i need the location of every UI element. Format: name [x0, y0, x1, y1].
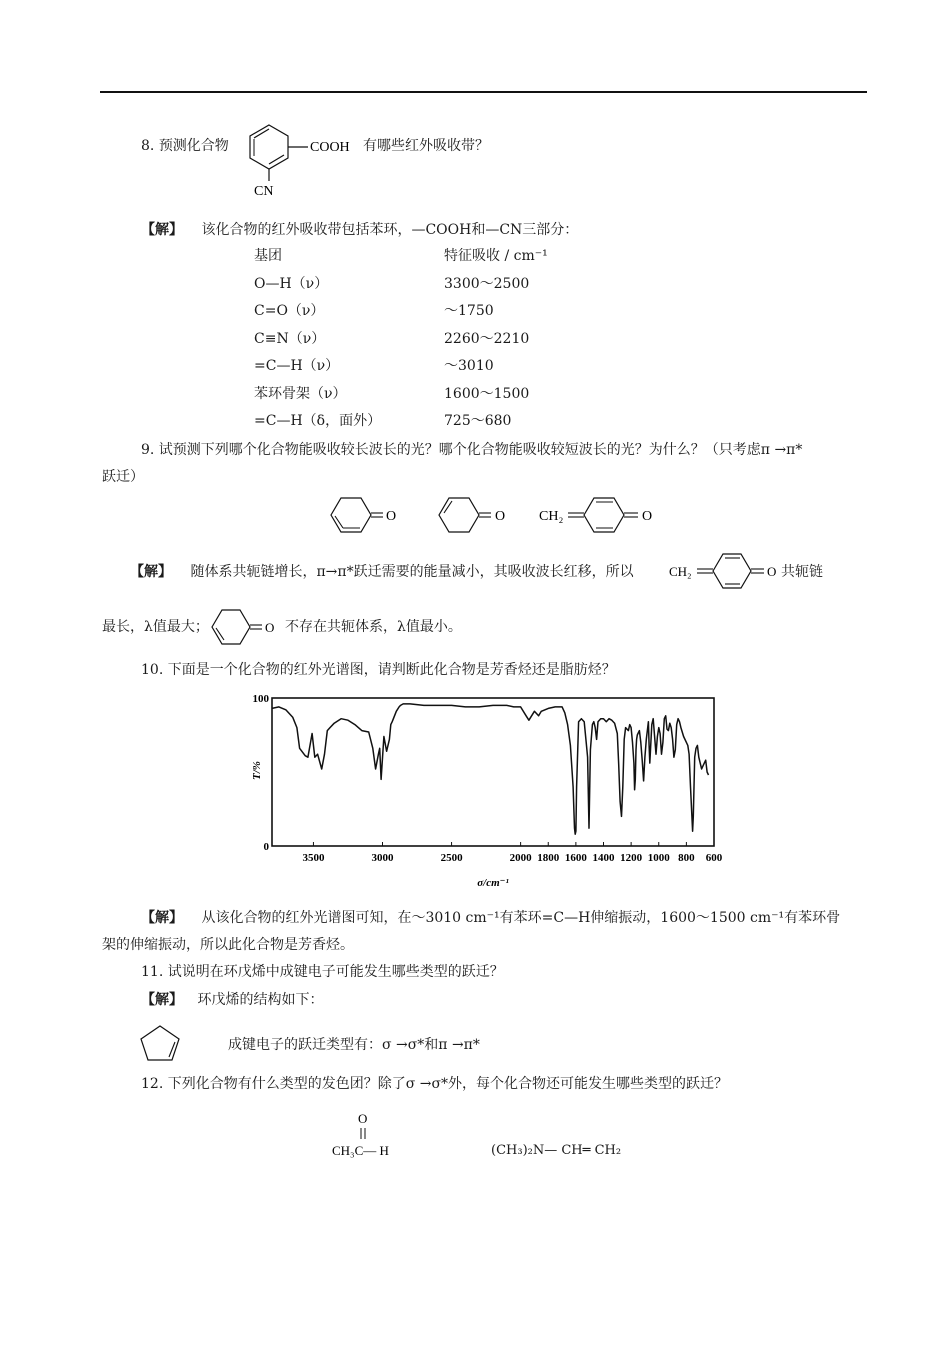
- q9-cyclohexenone-1: [325, 492, 400, 540]
- q9-answer-line2-end: 不存在共轭体系，λ值最小。: [285, 619, 462, 635]
- q9-cyclohexenone-2: [433, 492, 513, 540]
- q8-table-cell-value: 1600～1500: [444, 386, 530, 402]
- chart-x-axis-label: σ/cm⁻¹: [477, 877, 509, 889]
- y-tick-label: 0: [263, 841, 269, 853]
- q8-cn-label: CN: [254, 184, 274, 199]
- q9-answer-line2-start: 最长，λ值最大；: [102, 619, 209, 635]
- ir-transmittance-line: [272, 704, 709, 834]
- q9-answer-line1-end: 共轭链: [781, 564, 823, 580]
- q8-table-header-group: 基团: [254, 248, 282, 264]
- oxygen-label: O: [767, 564, 777, 579]
- carbonyl-oxygen-label: O: [358, 1111, 368, 1126]
- x-tick-label: 1400: [592, 852, 615, 864]
- table-row: [254, 384, 530, 404]
- q8-table-header-absorption: 特征吸收 / cm⁻¹: [444, 248, 548, 264]
- q8-answer: [141, 221, 578, 239]
- q8-table-cell-group: =C—H（δ，面外）: [254, 413, 382, 429]
- q10-answer-text: 从该化合物的红外光谱图可知，在～3010 cm⁻¹有苯环=C—H伸缩振动，1600～1500 cm⁻¹有苯环骨: [201, 910, 841, 926]
- table-row: [254, 411, 512, 431]
- q9-answer-cyclohexenone: [206, 604, 281, 650]
- q9-answer-tag: 【解】: [130, 564, 172, 580]
- x-tick-label: 1200: [620, 852, 643, 864]
- q8-table-cell-value: 3300～2500: [444, 276, 530, 292]
- q9-prompt-line2: 跃迁）: [102, 469, 144, 485]
- q11-answer: [141, 991, 323, 1009]
- acetaldehyde-structure: [328, 1108, 418, 1164]
- x-tick-label: 3500: [302, 852, 325, 864]
- q8-number: 8.: [141, 138, 155, 154]
- x-tick-label: 1000: [647, 852, 670, 864]
- oxygen-label: O: [642, 509, 653, 524]
- oxygen-label: O: [265, 620, 275, 635]
- q12-prompt: 12. 下列化合物有什么类型的发色团？除了σ →σ*外，每个化合物还可能发生哪些类型的跃迁？: [141, 1076, 729, 1092]
- q8-answer-text: 该化合物的红外吸收带包括苯环，—COOH和—CN三部分：: [201, 222, 579, 238]
- q8-table-cell-group: O—H（ν）: [254, 276, 329, 292]
- q11-transitions: 成键电子的跃迁类型有：σ →σ*和π →π*: [228, 1037, 480, 1053]
- y-tick-label: 100: [252, 693, 269, 705]
- x-tick-label: 3000: [371, 852, 394, 864]
- oxygen-label: O: [495, 509, 506, 524]
- cyclopentene-structure: [138, 1022, 188, 1066]
- q10-answer-line1: [141, 909, 840, 927]
- ch2-label: CH₂: [539, 509, 564, 524]
- ir-spectrum-chart: [238, 688, 730, 898]
- q9-answer-line1: [130, 563, 634, 581]
- q8-answer-tag: 【解】: [141, 222, 183, 238]
- q8-table-cell-value: 725～680: [444, 413, 512, 429]
- chart-y-axis-label: T/%: [251, 761, 263, 780]
- dimethylamino-ethene-formula: (CH₃)₂N— CH═ CH₂: [491, 1143, 622, 1158]
- oxygen-label: O: [386, 509, 397, 524]
- table-row: [254, 274, 530, 294]
- q8-cooh-label: COOH: [310, 140, 350, 155]
- x-tick-label: 600: [705, 852, 723, 864]
- q9-answer-dienone-structure: [668, 548, 783, 594]
- q8-table-cell-group: =C—H（ν）: [254, 358, 340, 374]
- ch2-label: CH₂: [669, 564, 692, 579]
- q9-answer-text: 随体系共轭链增长，π→π*跃迁需要的能量减小，其吸收波长红移，所以: [190, 564, 634, 580]
- table-row: [254, 301, 494, 321]
- q11-answer-text: 环戊烯的结构如下：: [197, 992, 324, 1008]
- q8-benzene-structure: [240, 118, 370, 200]
- q10-prompt: 10. 下面是一个化合物的红外光谱图，请判断此化合物是芳香烃还是脂肪烃？: [141, 662, 616, 678]
- x-tick-label: 2500: [440, 852, 463, 864]
- q11-prompt: 11. 试说明在环戊烯中成键电子可能发生哪些类型的跃迁？: [141, 964, 504, 980]
- q8-table-cell-group: C≡N（ν）: [254, 331, 326, 347]
- q10-answer-line2: 架的伸缩振动，所以此化合物是芳香烃。: [102, 937, 354, 953]
- acetaldehyde-formula: CH₃C— H: [332, 1143, 389, 1158]
- q8-suffix: 有哪些红外吸收带？: [363, 138, 489, 154]
- q9-prompt-line1: 9. 试预测下列哪个化合物能吸收较长波长的光？哪个化合物能吸收较短波长的光？为什么？（只考虑π →π*: [141, 442, 803, 458]
- table-row: [254, 329, 530, 349]
- x-tick-label: 1800: [537, 852, 560, 864]
- q8-table-cell-group: 苯环骨架（ν）: [254, 386, 347, 402]
- q10-answer-tag: 【解】: [141, 910, 183, 926]
- q11-answer-tag: 【解】: [141, 992, 183, 1008]
- x-tick-label: 2000: [509, 852, 532, 864]
- table-row: [254, 356, 494, 376]
- q8-table-cell-value: ～3010: [444, 358, 494, 374]
- q9-methylene-cyclohexadienone: [538, 492, 663, 540]
- q8-table-header: [254, 246, 548, 266]
- header-rule: [100, 91, 867, 93]
- q8-table-cell-group: C=O（ν）: [254, 303, 325, 319]
- q8-prefix: 预测化合物: [158, 138, 229, 154]
- x-tick-label: 1600: [564, 852, 587, 864]
- q8-table-cell-value: 2260～2210: [444, 331, 530, 347]
- q8-table-cell-value: ～1750: [444, 303, 494, 319]
- x-tick-label: 800: [678, 852, 695, 864]
- q8-prompt: [141, 137, 229, 155]
